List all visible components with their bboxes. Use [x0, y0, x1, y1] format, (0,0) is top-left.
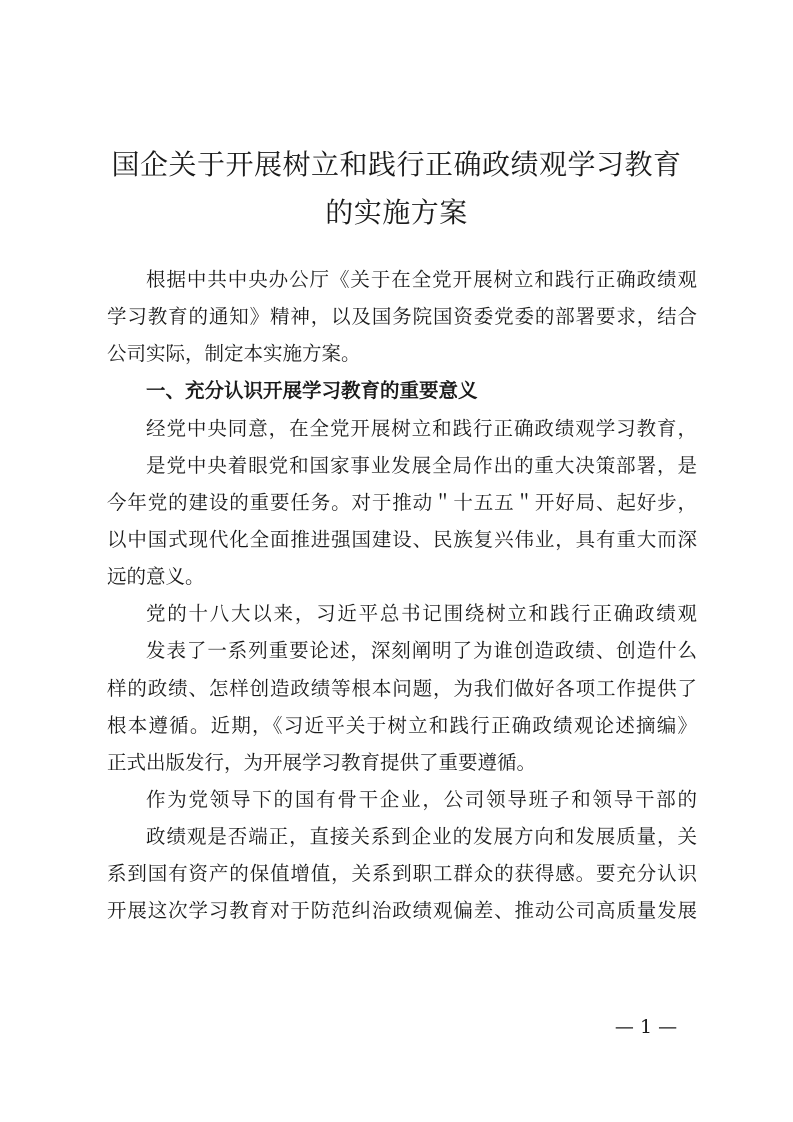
- body-line: 作为党领导下的国有骨干企业，公司领导班子和领导干部的: [146, 788, 697, 811]
- document-title: [60, 141, 733, 237]
- page-number: — 1 —: [614, 1016, 678, 1038]
- body-line: 开展这次学习教育对于防范纠治政绩观偏差、推动公司高质量发展: [107, 899, 697, 922]
- body-line: 公司实际，制定本实施方案。: [107, 342, 361, 365]
- title-line-1: 国企关于开展树立和践行正确政绩观学习教育: [111, 148, 682, 181]
- body-line: 正式出版发行，为开展学习教育提供了重要遵循。: [107, 751, 537, 774]
- body-line: 远的意义。: [107, 565, 205, 588]
- body-line: 发表了一系列重要论述，深刻阐明了为谁创造政绩、创造什么: [146, 639, 697, 662]
- body-line: 政绩观是否端正，直接关系到企业的发展方向和发展质量，关: [146, 825, 697, 848]
- body-line: 系到国有资产的保值增值，关系到职工群众的获得感。要充分认识: [107, 862, 697, 885]
- body-line: 党的十八大以来，习近平总书记围绕树立和践行正确政绩观: [146, 602, 697, 625]
- body-line: 经党中央同意，在全党开展树立和践行正确政绩观学习教育，: [146, 417, 697, 440]
- body-line: 根本遵循。近期，《习近平关于树立和践行正确政绩观论述摘编》: [107, 714, 697, 737]
- title-line-2: 的实施方案: [325, 196, 468, 229]
- body-line: 以中国式现代化全面推进强国建设、民族复兴伟业，具有重大而深: [107, 528, 697, 551]
- body-line: 今年党的建设的重要任务。对于推动＂十五五＂开好局、起好步，: [107, 491, 697, 514]
- section-heading: 一、充分认识开展学习教育的重要意义: [146, 379, 478, 402]
- body-line: 根据中共中央办公厅《关于在全党开展树立和践行正确政绩观: [146, 268, 697, 291]
- body-line: 是党中央着眼党和国家事业发展全局作出的重大决策部署，是: [146, 454, 697, 477]
- body-line: 样的政绩、怎样创造政绩等根本问题，为我们做好各项工作提供了: [107, 677, 697, 700]
- body-line: 学习教育的通知》精神，以及国务院国资委党委的部署要求，结合: [107, 305, 697, 328]
